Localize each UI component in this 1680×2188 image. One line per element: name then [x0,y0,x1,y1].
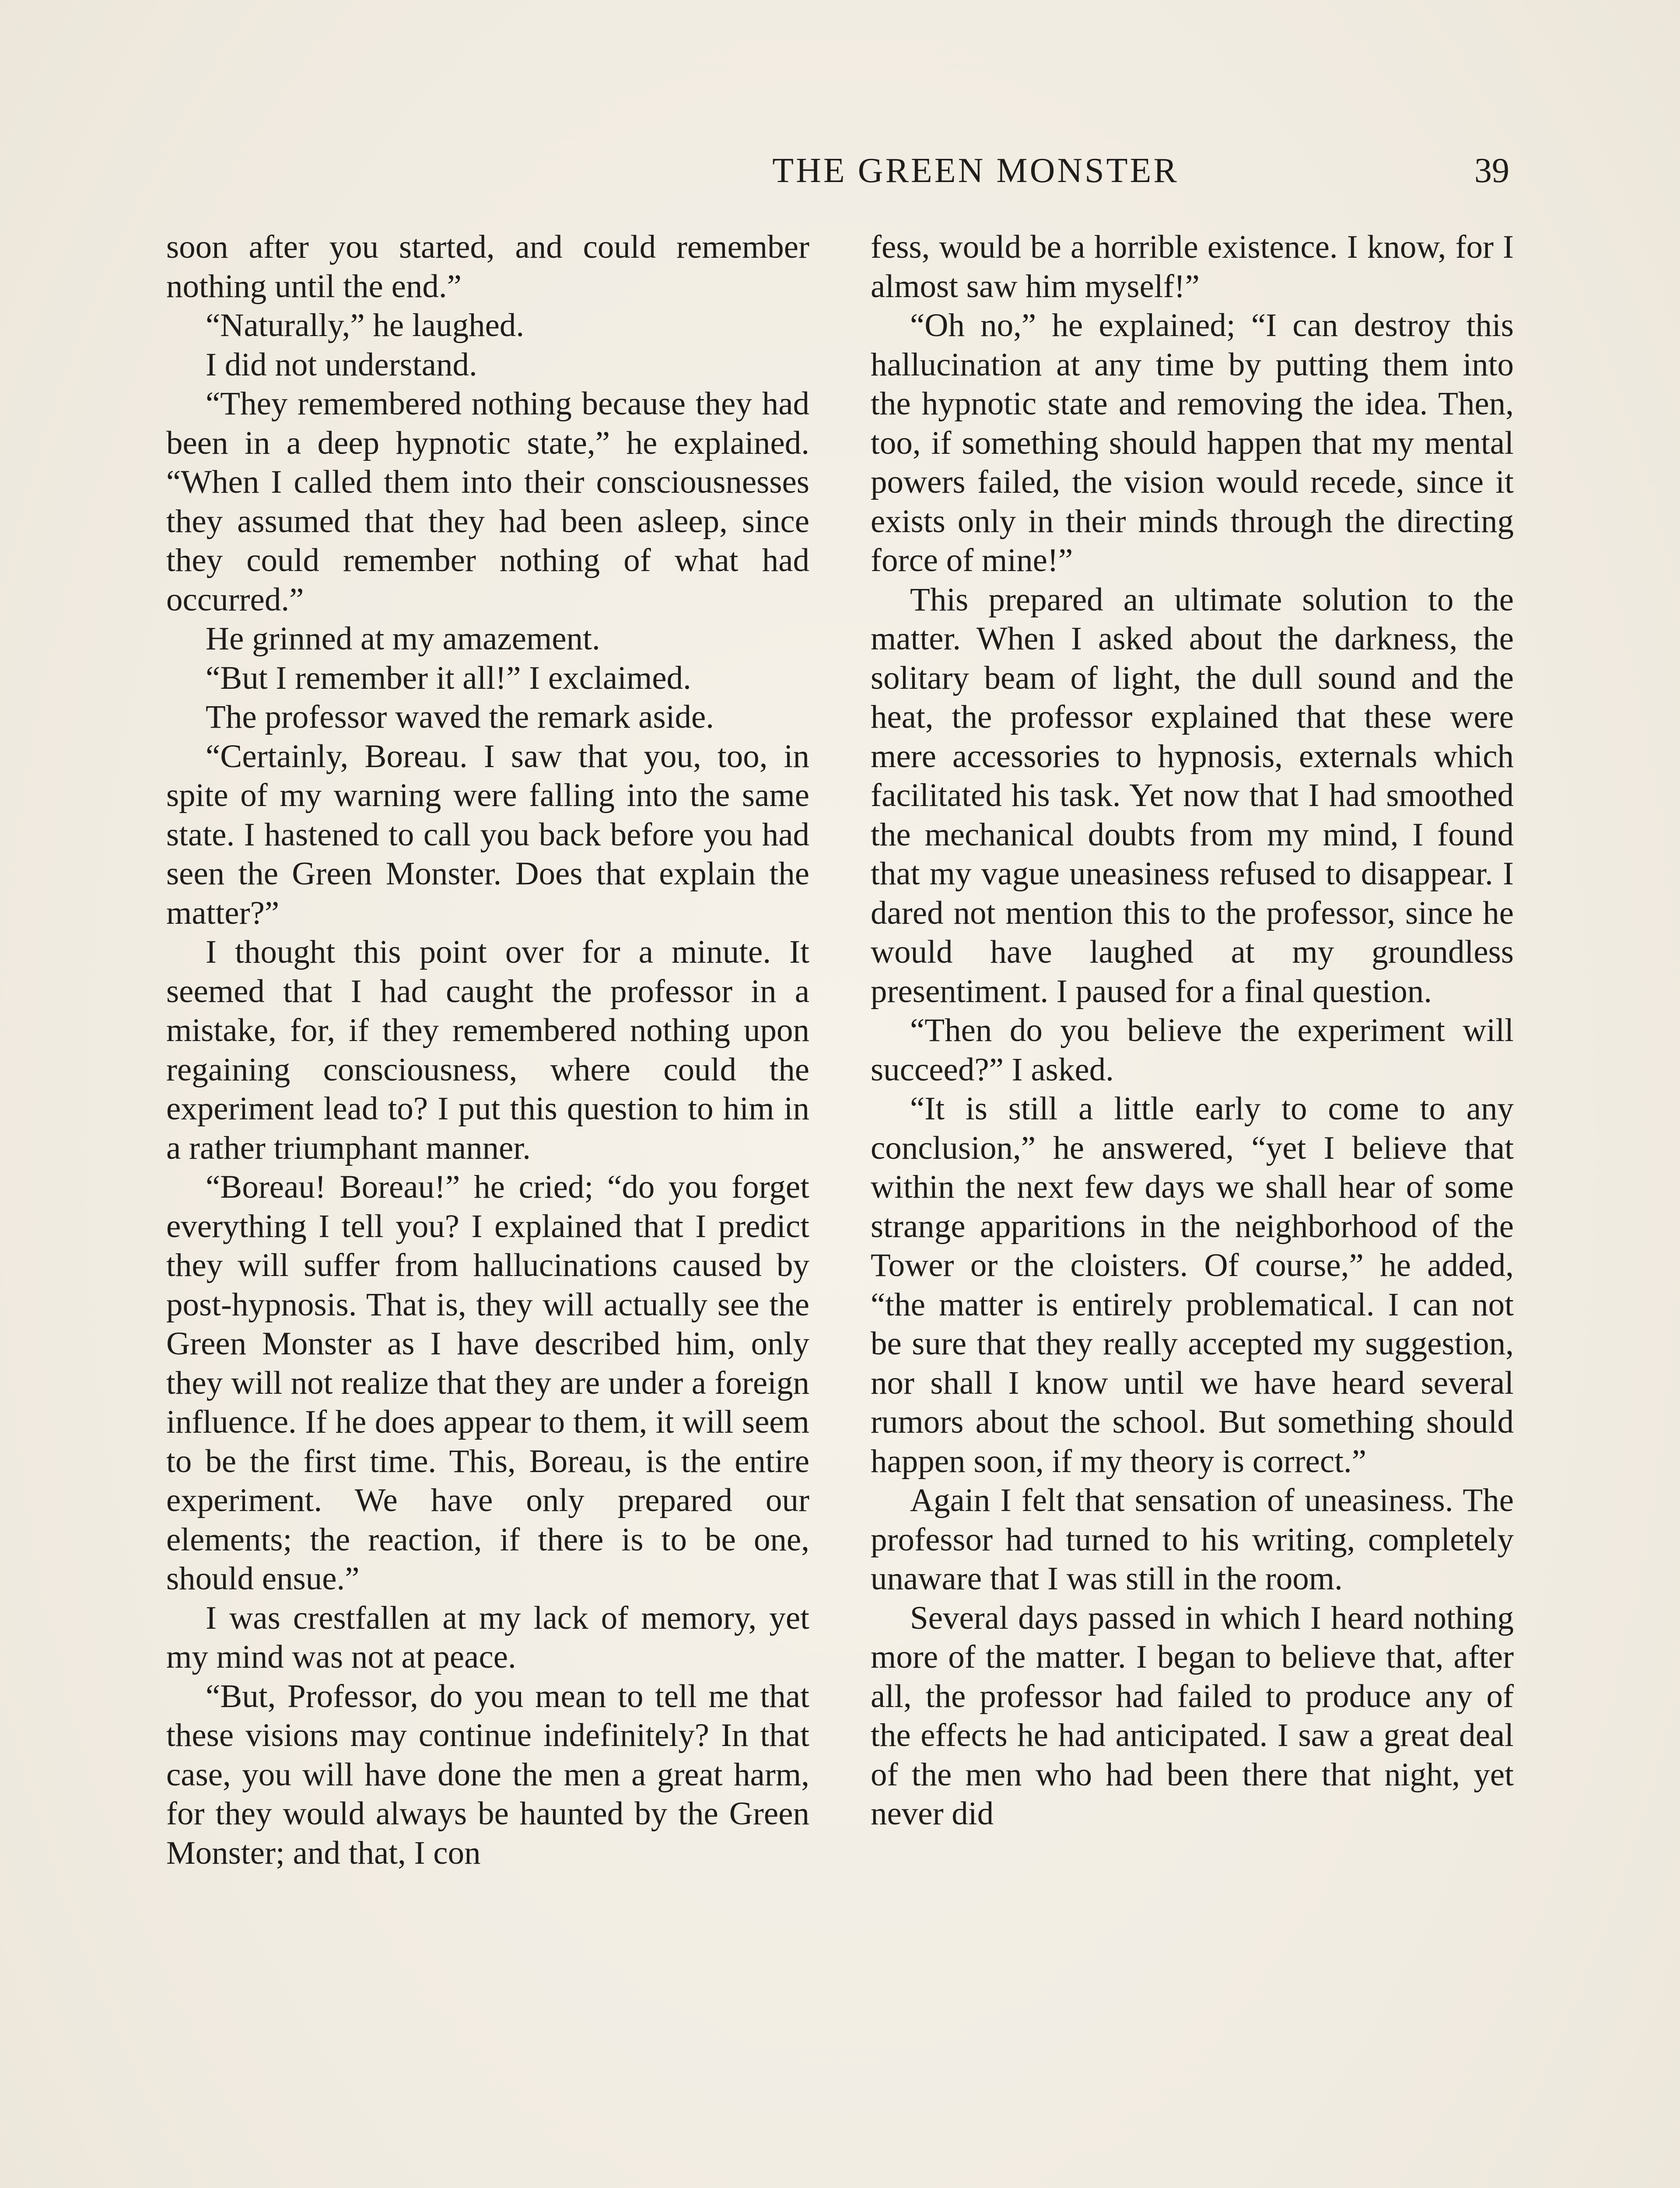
right-text-column [871,228,1514,1834]
paragraph: “Naturally,” he laughed. [206,307,525,344]
paragraph: He grinned at my amazement. [206,621,600,657]
paragraph: “But I remember it all!” I exclaimed. [206,659,691,696]
paragraph: “They remembered nothing because they had been in a deep hypnotic state,” he explained. “When I called them into their consciousnesses they assumed that they had been asleep, since they could remember nothing of what had occurred.” [166,386,809,618]
paragraph: This prepared an ultimate solution to the matter. When I asked about the darkness, the solitary beam of light, the dull sound and the heat, the professor explained that these were mere accessories to hypnosis, externals which facilitated his task. Yet now that I had smoothed the mechanical doubts from my mind, I found that my vague uneasiness refused to disappear. I dared not mention this to the professor, since he would have laughed at my groundless presentiment. I paused for a final question. [871,581,1514,1010]
paragraph: Again I felt that sensation of uneasiness. The professor had turned to his writing, completely unaware that I was still in the room. [871,1482,1514,1597]
running-title: THE GREEN MONSTER [772,151,1179,190]
paragraph: “Certainly, Boreau. I saw that you, too, in spite of my warning were falling into the same state. I hastened to call you back before you had seen the Green Monster. Does that explain the matter?” [166,738,809,931]
left-text-column [166,228,809,1872]
page-number: 39 [1474,151,1509,190]
paragraph: I did not understand. [206,346,477,383]
paragraph: Several days passed in which I heard nothing more of the matter. I began to believe that, after all, the professor had failed to produce any of the effects he had anticipated. I saw a great deal of the men who had been there that night, yet never did [871,1599,1514,1832]
paragraph: “But, Professor, do you mean to tell me that these visions may continue indefinitely? In that case, you will have done the men a great harm, for they would always be haunted by the Green Monster; and that, I con [166,1678,809,1871]
paragraph: “Then do you believe the experiment will succeed?” I asked. [871,1012,1514,1088]
paragraph: The professor waved the remark aside. [206,699,714,735]
paragraph: I thought this point over for a minute. It seemed that I had caught the professor in a mistake, for, if they remembered nothing upon regaining consciousness, where could the experiment lead to? I put this question to him in a rather triumphant manner. [166,934,809,1166]
paragraph: “Oh no,” he explained; “I can destroy this hallucination at any time by putting them into the hypnotic state and removing the idea. Then, too, if something should happen that my mental powers failed, the vision would recede, since it exists only in their minds through the directing force of mine!” [871,307,1514,579]
paragraph: fess, would be a horrible existence. I know, for I almost saw him myself!” [871,229,1514,305]
paragraph: I was crestfallen at my lack of memory, yet my mind was not at peace. [166,1599,809,1675]
paragraph: soon after you started, and could remember nothing until the end.” [166,229,809,305]
paragraph: “It is still a little early to come to any conclusion,” he answered, “yet I believe that within the next few days we shall hear of some strange apparitions in the neighborhood of the Tower or the cloisters. Of course,” he added, “the matter is entirely problematical. I can not be sure that they really accepted my suggestion, nor shall I know until we have heard several rumors about the school. But something should happen soon, if my theory is correct.” [871,1090,1514,1480]
paragraph: “Boreau! Boreau!” he cried; “do you forget everything I tell you? I explained that I predict they will suffer from hallucinations caused by post-hypnosis. That is, they will actually see the Green Monster as I have described him, only they will not realize that they are under a foreign influence. If he does appear to them, it will seem to be the first time. This, Boreau, is the entire experiment. We have only prepared our elements; the reaction, if there is to be one, should ensue.” [166,1169,809,1597]
